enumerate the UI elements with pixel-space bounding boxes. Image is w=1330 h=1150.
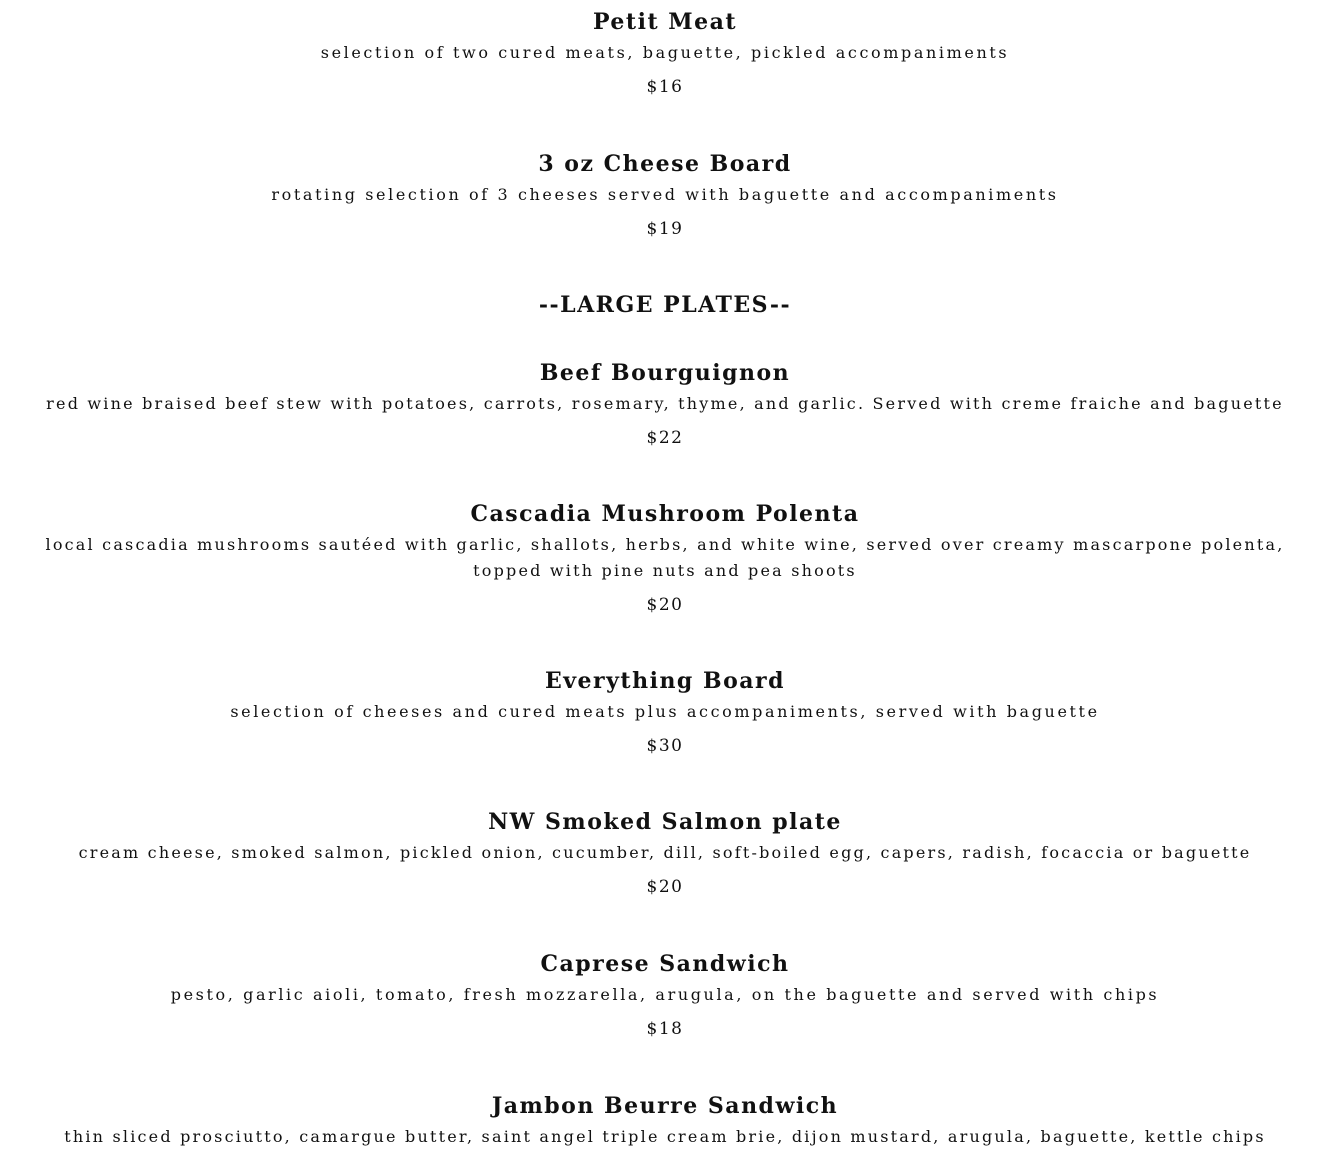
item-description: red wine braised beef stew with potatoes, carrots, rosemary, thyme, and garlic. Served with creme fraiche and baguette [46,394,1284,413]
item-price: $16 [646,77,684,97]
item-description: selection of two cured meats, baguette, pickled accompaniments [320,43,1010,62]
item-name: 3 oz Cheese Board [538,151,792,177]
menu-item-caprese-sandwich [0,950,1330,1042]
item-price: $22 [646,428,684,448]
item-price: $20 [646,595,684,615]
section-heading-large-plates: --LARGE PLATES-- [538,292,792,318]
menu-item-jambon-beurre [0,1092,1330,1150]
item-description: pesto, garlic aioli, tomato, fresh mozzarella, arugula, on the baguette and served with chips [170,985,1160,1004]
item-description: rotating selection of 3 cheeses served with baguette and accompaniments [271,185,1059,204]
item-price: $19 [646,219,684,239]
item-name: Jambon Beurre Sandwich [491,1093,839,1119]
item-price: $30 [646,736,684,756]
menu-item-everything-board [0,667,1330,759]
item-name: Petit Meat [592,9,738,35]
item-name: Everything Board [545,668,785,694]
item-description: cream cheese, smoked salmon, pickled onion, cucumber, dill, soft-boiled egg, capers, radish, focaccia or baguette [78,843,1252,862]
item-name: NW Smoked Salmon plate [488,809,842,835]
menu-item-beef-bourguignon [0,359,1330,451]
menu-item-mushroom-polenta [0,500,1330,618]
item-name: Cascadia Mushroom Polenta [470,501,860,527]
item-price: $20 [646,877,684,897]
menu-item-smoked-salmon [0,808,1330,900]
item-name: Beef Bourguignon [539,360,791,386]
item-description: thin sliced prosciutto, camargue butter, saint angel triple cream brie, dijon mustard, arugula, baguette, kettle chips [64,1127,1266,1146]
item-name: Caprese Sandwich [540,951,790,977]
item-price: $18 [646,1019,684,1039]
item-description: local cascadia mushrooms sautéed with garlic, shallots, herbs, and white wine, served over creamy mascarpone polenta, topped with pine nuts and pea shoots [45,535,1285,580]
menu-item-cheese-board [0,150,1330,242]
item-description: selection of cheeses and cured meats plus accompaniments, served with baguette [230,702,1100,721]
menu-item-petit-meat [0,8,1330,100]
